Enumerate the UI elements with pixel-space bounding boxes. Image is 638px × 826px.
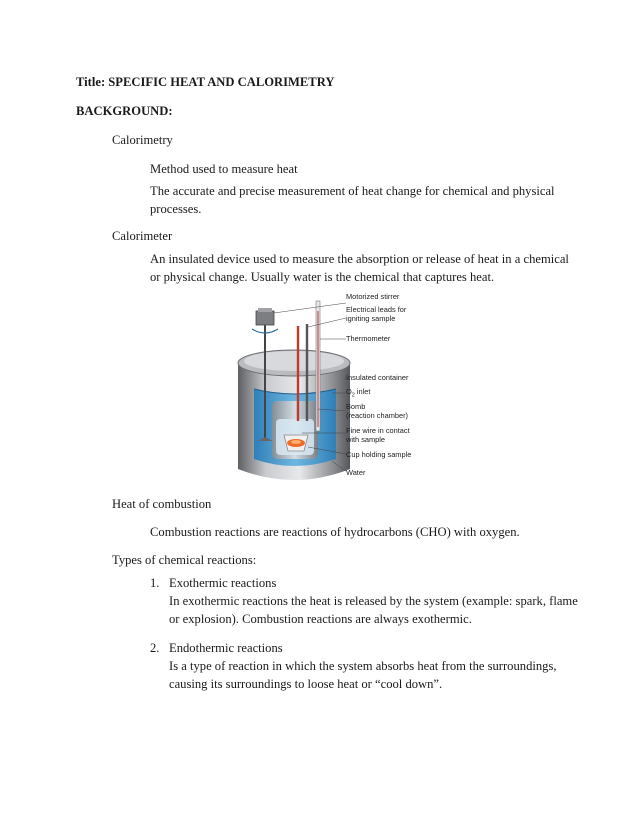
- list-number: 1.: [150, 576, 160, 590]
- list-item-endothermic: [169, 639, 557, 693]
- label-line: Electrical leads for: [346, 305, 407, 314]
- label-bomb: [346, 402, 408, 420]
- definition-calorimetry-1: Method used to measure heat: [150, 162, 298, 176]
- label-line: (reaction chamber): [346, 411, 409, 420]
- term-calorimeter: Calorimeter: [112, 229, 173, 243]
- label-water: Water: [346, 468, 366, 477]
- label-cup-holding-sample: Cup holding sample: [346, 450, 412, 459]
- list-number: 2.: [150, 641, 160, 655]
- section-heading-background: BACKGROUND:: [76, 104, 173, 118]
- label-line: Bomb: [346, 402, 366, 411]
- list-item-title: Endothermic reactions: [169, 641, 283, 655]
- stirrer-motor: [256, 311, 274, 325]
- text-line: processes.: [150, 202, 202, 216]
- list-item-title: Exothermic reactions: [169, 576, 277, 590]
- label-part: O: [346, 387, 352, 396]
- definition-calorimeter: [150, 250, 569, 286]
- label-line: Fine wire in contact: [346, 426, 410, 435]
- text-line: The accurate and precise measurement of heat change for chemical and physical: [150, 184, 555, 198]
- text-line: or physical change. Usually water is the chemical that captures heat.: [150, 270, 495, 284]
- label-part: inlet: [354, 387, 371, 396]
- label-line: with sample: [346, 435, 386, 444]
- label-line: igniting sample: [346, 314, 396, 323]
- definition-combustion: Combustion reactions are reactions of hydrocarbons (CHO) with oxygen.: [150, 525, 520, 539]
- label-fine-wire: [346, 426, 410, 444]
- label-thermometer: Thermometer: [346, 334, 391, 343]
- heading-types-of-reactions: Types of chemical reactions:: [112, 553, 257, 567]
- label-motorized-stirrer: Motorized stirrer: [346, 292, 400, 301]
- text-line: causing its surroundings to loose heat or “cool down”.: [169, 677, 443, 691]
- text-line: or explosion). Combustion reactions are always exothermic.: [169, 612, 472, 626]
- label-part: 2: [351, 392, 355, 399]
- list-item-exothermic: [169, 574, 578, 628]
- term-calorimetry: Calorimetry: [112, 133, 173, 147]
- text-line: In exothermic reactions the heat is released by the system (example: spark, flame: [169, 594, 578, 608]
- definition-calorimetry-2: [150, 182, 555, 218]
- label-o2-inlet: [346, 387, 370, 400]
- term-heat-of-combustion: Heat of combustion: [112, 497, 212, 511]
- document-title: Title: SPECIFIC HEAT AND CALORIMETRY: [76, 75, 335, 89]
- text-line: An insulated device used to measure the absorption or release of heat in a chemical: [150, 252, 569, 266]
- text-line: Is a type of reaction in which the system absorbs heat from the surroundings,: [169, 659, 557, 673]
- label-electrical-leads: [346, 305, 406, 323]
- label-insulated-container: Insulated container: [346, 373, 409, 382]
